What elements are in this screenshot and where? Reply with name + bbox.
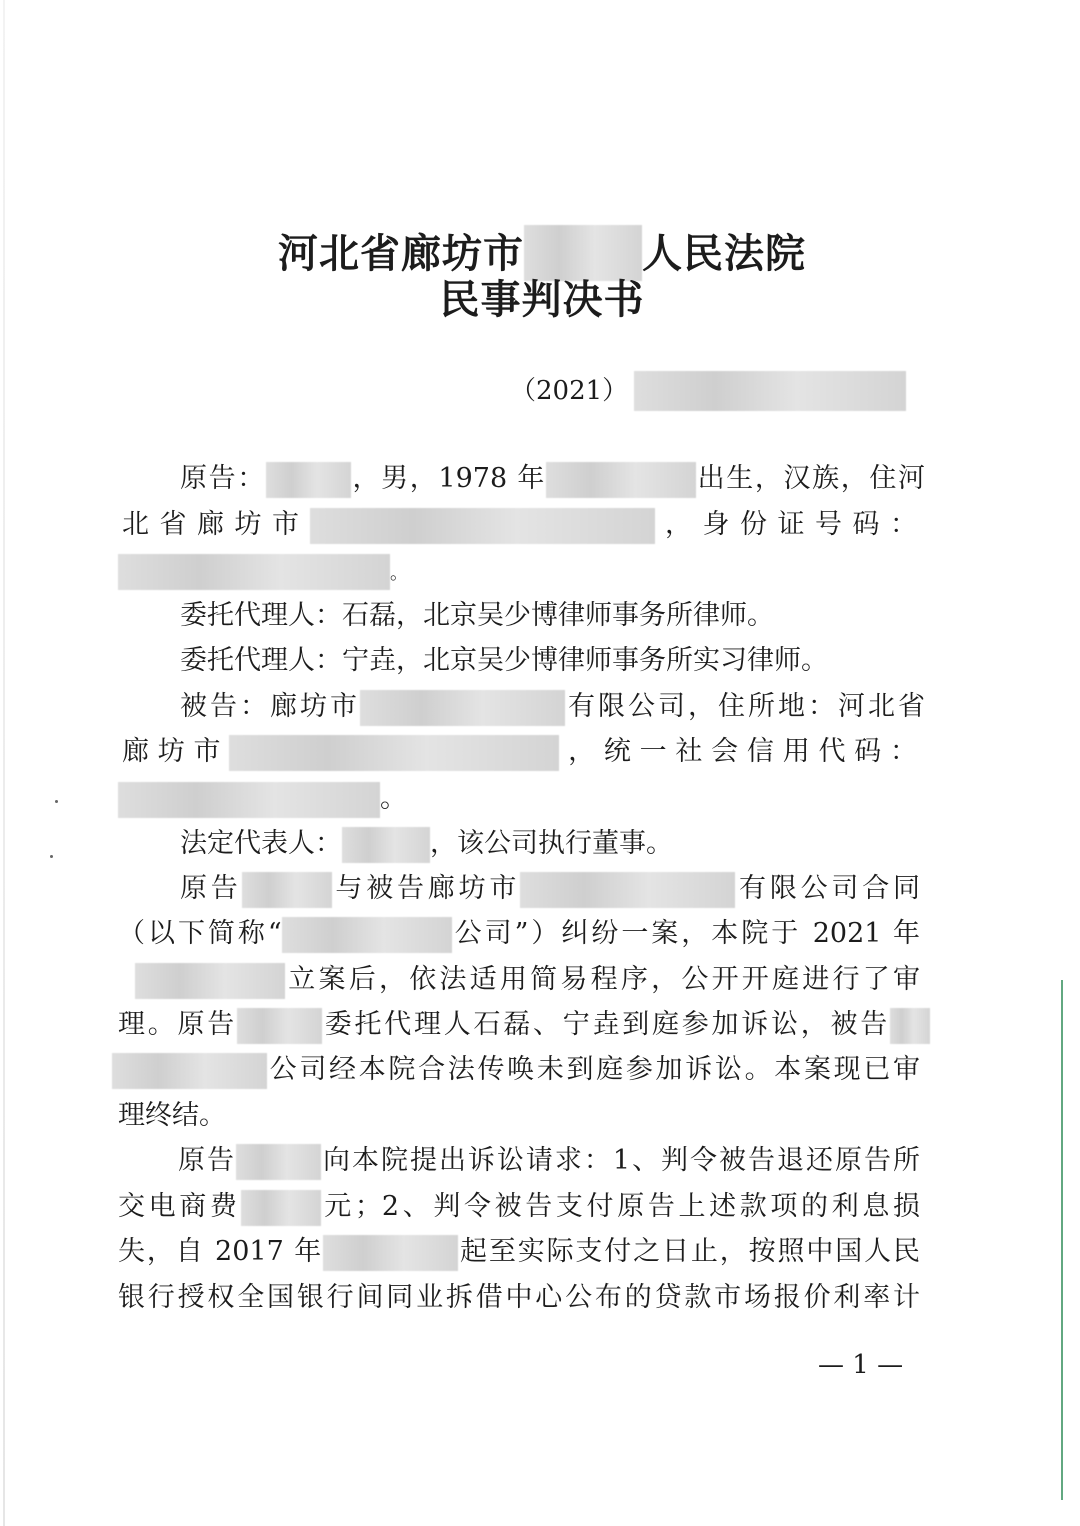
claims-line-2: 交电商费 元；2、判令被告支付原告上述款项的利息损	[118, 1189, 920, 1226]
page-number: — 1 —	[818, 1350, 904, 1380]
redacted-plaintiff-name	[237, 1008, 322, 1044]
agent-1: 委托代理人：石磊，北京吴少博律师事务所律师。	[180, 600, 774, 631]
redacted-birth-date	[546, 462, 696, 498]
redacted-defendant-name	[360, 690, 565, 726]
case-intro-line-5: 公司经本院合法传唤未到庭参加诉讼。本案现已审	[112, 1052, 920, 1089]
plaintiff-line-1: 原告： ，男，1978 年 出生，汉族，住河	[180, 461, 925, 498]
case-intro-line-4: 理。原告 委托代理人石磊、宁垚到庭参加诉讼，被告	[118, 1007, 930, 1044]
redacted-defendant-name	[890, 1008, 930, 1044]
redacted-plaintiff-name	[236, 1144, 321, 1180]
redacted-company-short-name	[282, 917, 452, 953]
legal-representative: 法定代表人： ，该公司执行董事。	[180, 826, 673, 863]
defendant-line-2: 廊坊市 ，统一社会信用代码：	[122, 734, 917, 771]
redacted-plaintiff-address	[310, 508, 655, 544]
document-type: 民事判决书	[439, 276, 645, 323]
court-suffix: 人民法院	[642, 230, 806, 277]
claims-line-4: 银行授权全国银行间同业拆借中心公布的贷款市场报价利率计	[118, 1282, 920, 1313]
redacted-legal-rep-name	[342, 827, 430, 863]
redacted-defendant-address	[229, 735, 559, 771]
redacted-defendant-name	[520, 872, 735, 908]
claims-line-1: 原告 向本院提出诉讼请求：1、判令被告退还原告所	[178, 1143, 920, 1180]
agent-2: 委托代理人：宁垚，北京吴少博律师事务所实习律师。	[180, 645, 828, 676]
redacted-filing-date	[135, 963, 285, 999]
redacted-plaintiff-name	[266, 462, 351, 498]
case-intro-line-1: 原告 与被告廊坊市 有限公司合同	[180, 871, 920, 908]
redacted-plaintiff-name	[242, 872, 332, 908]
redacted-date	[323, 1235, 458, 1271]
defendant-line-3: 。	[118, 781, 407, 818]
plaintiff-line-3: 。	[118, 553, 408, 592]
scan-speck	[50, 855, 53, 858]
defendant-line-1: 被告：廊坊市 有限公司，住所地：河北省	[180, 689, 925, 726]
scan-speck	[55, 800, 58, 803]
plaintiff-line-2: 北省廊坊市 ，身份证号码：	[122, 507, 917, 544]
redacted-case-number	[634, 371, 906, 411]
claims-line-3: 失，自 2017 年 起至实际支付之日止，按照中国人民	[118, 1234, 920, 1271]
redacted-credit-code	[118, 782, 380, 818]
redacted-defendant-name	[112, 1053, 267, 1089]
scan-edge-right	[1061, 980, 1063, 1500]
case-number: （2021）	[510, 370, 906, 411]
case-intro-line-2: （以下简称“ 公司”）纠纷一案，本院于 2021 年	[118, 916, 920, 953]
redacted-amount	[241, 1190, 321, 1226]
case-intro-line-6: 理终结。	[118, 1100, 226, 1131]
case-intro-line-3: 立案后，依法适用简易程序，公开开庭进行了审	[135, 962, 920, 999]
redacted-id-number	[118, 554, 390, 590]
court-prefix: 河北省廊坊市	[278, 230, 524, 277]
